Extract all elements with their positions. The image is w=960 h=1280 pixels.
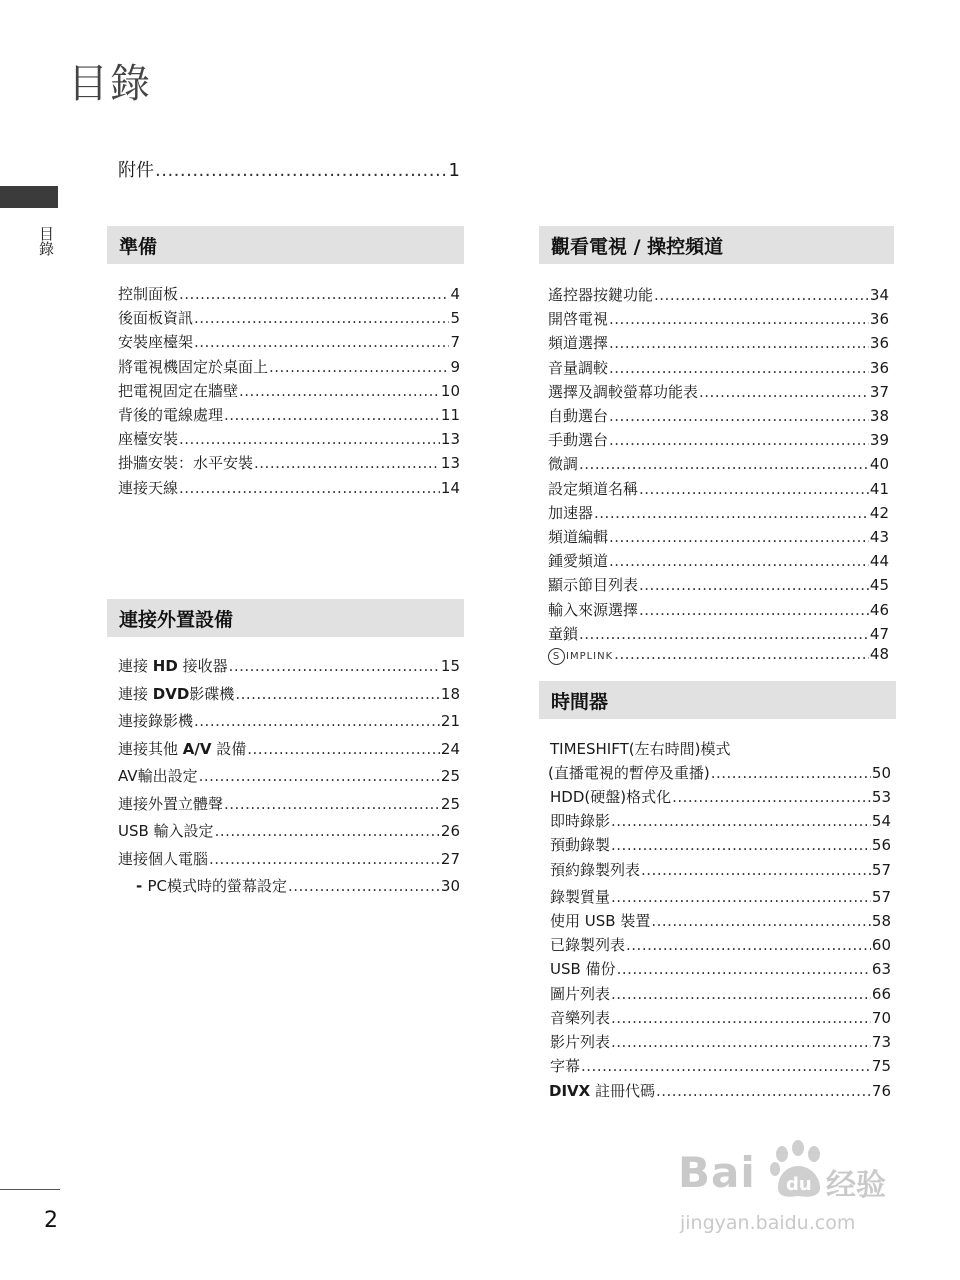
leader-dots	[155, 160, 448, 181]
toc-entry-page: 10	[440, 381, 460, 400]
toc-entry-watch[interactable]	[548, 599, 889, 620]
toc-entry-label-bold: DVD	[152, 684, 190, 703]
toc-entry-page: 57	[871, 887, 891, 906]
leader-dots	[617, 960, 871, 978]
leader-dots	[609, 334, 869, 352]
leader-dots	[269, 358, 449, 376]
leader-dots	[224, 406, 440, 424]
toc-entry-label: 影片列表	[550, 1033, 611, 1051]
leader-dots	[288, 877, 440, 895]
toc-entry-label: 預約錄製列表	[550, 860, 641, 879]
toc-entry-timer[interactable]	[550, 958, 891, 979]
toc-entry-page: 38	[869, 407, 889, 425]
toc-entry-watch[interactable]	[548, 453, 889, 474]
leader-dots	[239, 382, 440, 400]
toc-entry-page: 34	[869, 286, 889, 304]
toc-entry-external[interactable]	[118, 710, 460, 731]
leader-dots	[179, 430, 440, 448]
toc-entry-watch[interactable]	[548, 308, 889, 329]
section-header-external: 連接外置設備	[107, 599, 464, 637]
leader-dots	[224, 795, 440, 813]
toc-entry-page: 56	[871, 836, 891, 855]
toc-entry-label: 童鎖	[548, 624, 579, 643]
toc-entry-label: 錄製質量	[550, 887, 611, 906]
toc-entry-page: 66	[871, 984, 891, 1003]
toc-entry-label: 後面板資訊	[118, 309, 194, 328]
leader-dots	[611, 812, 871, 830]
side-tab-bar	[0, 186, 58, 208]
toc-entry-label: HDD(硬盤)格式化	[550, 788, 672, 806]
leader-dots	[711, 764, 871, 782]
toc-entry-label: 頻道選擇	[548, 334, 609, 353]
leader-dots	[641, 861, 871, 879]
toc-entry-label-prefix: 連接外置立體聲	[118, 794, 224, 813]
toc-entry-label: 連接天線	[118, 478, 179, 497]
toc-entry-timeshift-line1[interactable]: TIMESHIFT(左右時間)模式	[550, 740, 731, 758]
toc-entry-page: 25	[440, 794, 460, 813]
toc-entry-page: 75	[871, 1057, 891, 1076]
paw-icon	[764, 1136, 828, 1204]
toc-entry-prep[interactable]	[118, 428, 460, 449]
toc-entry-label: 將電視機固定於桌面上	[118, 357, 269, 376]
toc-entry-watch[interactable]	[548, 381, 889, 402]
toc-entry-label: 顯示節目列表	[548, 576, 639, 595]
leader-dots	[579, 625, 869, 643]
toc-entry-watch[interactable]	[548, 574, 889, 595]
leader-dots	[611, 836, 871, 854]
leader-dots	[639, 601, 869, 619]
toc-entry-label	[118, 655, 228, 676]
toc-entry-label: 已錄製列表	[550, 936, 626, 955]
toc-entry-page: 41	[869, 479, 889, 498]
toc-entry-page: 5	[450, 309, 460, 328]
toc-entry-label-suffix: 影碟機	[189, 684, 235, 703]
leader-dots	[609, 552, 869, 570]
toc-entry-watch[interactable]	[548, 526, 889, 547]
toc-entry-watch[interactable]	[548, 478, 889, 499]
side-tab-label: 目錄	[37, 226, 55, 256]
toc-entry-timer[interactable]	[550, 859, 891, 880]
toc-entry-label	[136, 875, 287, 896]
toc-entry-label: 輸入來源選擇	[548, 600, 639, 619]
section-header-prep: 準備	[107, 226, 464, 264]
simplink-logo-text: IMPLINK	[566, 651, 614, 662]
toc-entry-timer[interactable]	[550, 810, 891, 831]
toc-entry-label: 圖片列表	[550, 984, 611, 1003]
toc-entry-page: 25	[440, 767, 460, 785]
leader-dots	[609, 431, 869, 449]
toc-entry-label: USB 備份	[550, 960, 616, 979]
toc-entry-label: 開啓電視	[548, 310, 609, 329]
toc-entry-label: 使用 USB 裝置	[550, 912, 651, 930]
toc-entry-page: 53	[871, 788, 891, 806]
toc-entry-label: 掛牆安裝：水平安裝	[118, 454, 254, 473]
toc-entry-label: 控制面板	[118, 285, 179, 303]
toc-entry-label: 背後的電線處理	[118, 406, 224, 424]
toc-entry-page: 58	[871, 912, 891, 930]
toc-entry-timer[interactable]	[550, 983, 891, 1004]
toc-entry-label: 字幕	[550, 1057, 581, 1076]
leader-dots	[614, 645, 869, 663]
toc-entry-prep[interactable]	[118, 452, 460, 473]
toc-entry-label-prefix: USB 輸入設定	[118, 822, 214, 840]
leader-dots	[626, 936, 871, 954]
toc-entry-label	[549, 1080, 655, 1101]
toc-entry-label: 把電視固定在牆壁	[118, 381, 239, 400]
toc-entry-page: 11	[440, 406, 460, 424]
toc-entry-label-bold: A/V	[182, 739, 212, 758]
toc-entry-label: 加速器	[548, 503, 594, 522]
toc-entry-page: 37	[869, 382, 889, 401]
leader-dots	[179, 479, 440, 497]
toc-entry-prep[interactable]	[118, 380, 460, 401]
toc-entry-timer[interactable]	[550, 886, 891, 907]
toc-entry-label: 預動錄製	[550, 836, 611, 855]
toc-entry-label	[118, 820, 214, 841]
toc-entry-label: 音樂列表	[550, 1008, 611, 1027]
leader-dots	[609, 359, 869, 377]
toc-entry-page: 4	[450, 285, 460, 303]
page-number: 2	[44, 1208, 58, 1233]
section-header-timer: 時間器	[539, 681, 896, 719]
toc-entry-page: 30	[440, 877, 460, 895]
leader-dots	[581, 1057, 871, 1075]
leader-dots	[209, 850, 440, 868]
toc-entry-label: 頻道編輯	[548, 528, 609, 546]
toc-entry-label	[118, 738, 246, 759]
toc-entry-page: 73	[871, 1033, 891, 1051]
toc-entry-page: 40	[869, 455, 889, 474]
toc-entry-label: 即時錄影	[550, 812, 611, 831]
toc-entry-label-suffix: 設備	[211, 739, 247, 758]
toc-entry-page: 36	[869, 310, 889, 329]
toc-entry-page: 70	[871, 1008, 891, 1027]
leader-dots	[656, 1082, 871, 1100]
toc-entry-prep[interactable]	[118, 283, 460, 304]
toc-entry-page: 57	[871, 860, 891, 879]
toc-entry-label-prefix: 連接	[118, 657, 153, 675]
toc-entry-external[interactable]	[118, 848, 460, 869]
toc-entry-prep[interactable]	[118, 404, 460, 425]
leader-dots	[194, 712, 440, 730]
toc-entry-page: 9	[450, 357, 460, 376]
toc-entry-page: 43	[869, 528, 889, 546]
toc-entry-label: 設定頻道名稱	[548, 479, 639, 498]
leader-dots	[699, 383, 869, 401]
toc-entry-timer[interactable]	[550, 1007, 891, 1028]
leader-dots	[609, 310, 869, 328]
toc-entry-page: 45	[869, 576, 889, 595]
toc-entry-label	[118, 848, 208, 869]
toc-entry-label: (直播電視的暫停及重播)	[548, 764, 710, 782]
toc-entry-label: 選擇及調較螢幕功能表	[548, 382, 699, 401]
toc-entry-label: 遙控器按鍵功能	[548, 286, 654, 304]
toc-entry-label	[118, 793, 223, 814]
toc-entry-simplink[interactable]	[548, 645, 889, 665]
toc-entry-label-prefix: 連接錄影機	[118, 712, 194, 730]
baidu-watermark	[676, 1136, 906, 1246]
toc-entry-label-prefix: AV輸出設定	[118, 767, 198, 785]
divx-bold: DIVX	[549, 1082, 591, 1100]
toc-entry-label: 微調	[548, 455, 579, 474]
toc-entry-page: 36	[869, 358, 889, 377]
toc-entry-page: 44	[869, 552, 889, 571]
toc-entry-page: 54	[871, 812, 891, 831]
toc-entry-page: 76	[871, 1082, 891, 1100]
toc-entry-page: 14	[440, 478, 460, 497]
leader-dots	[247, 740, 440, 758]
toc-entry-timer[interactable]	[550, 834, 891, 855]
toc-entry-page: 26	[440, 822, 460, 840]
toc-entry-label-prefix: 連接其他	[118, 739, 183, 758]
toc-entry-label-suffix: 接收器	[177, 657, 228, 675]
toc-entry-prep[interactable]	[118, 356, 460, 377]
toc-entry-timer[interactable]	[550, 786, 891, 807]
toc-entry-label	[118, 765, 198, 786]
toc-entry-page: 13	[440, 430, 460, 449]
toc-entry-label-prefix: 連接	[118, 684, 153, 703]
toc-entry-external[interactable]	[118, 765, 460, 786]
watermark-paw-text: du	[786, 1174, 812, 1195]
toc-entry-external[interactable]	[118, 793, 460, 814]
toc-entry-watch[interactable]	[548, 502, 889, 523]
toc-entry-external[interactable]	[118, 738, 460, 759]
watermark-brand: Bai	[678, 1148, 756, 1197]
leader-dots	[579, 455, 869, 473]
leader-dots	[651, 912, 871, 930]
toc-entry-label: 自動選台	[548, 407, 609, 425]
toc-entry-page: 13	[440, 454, 460, 473]
toc-entry-external[interactable]	[118, 820, 460, 841]
leader-dots	[672, 788, 871, 806]
leader-dots	[611, 888, 871, 906]
toc-entry-label: 音量調較	[548, 358, 609, 377]
leader-dots	[609, 407, 869, 425]
leader-dots	[639, 480, 869, 498]
simplink-ring-icon: S	[548, 648, 565, 665]
toc-entry-prep[interactable]	[118, 331, 460, 352]
leader-dots	[199, 767, 440, 785]
simplink-logo	[548, 648, 613, 665]
toc-entry-external[interactable]	[118, 655, 460, 676]
toc-entry-label: 座檯安裝	[118, 430, 179, 449]
leader-dots	[611, 1009, 871, 1027]
toc-entry-page: 1	[448, 160, 460, 181]
leader-dots	[194, 333, 449, 351]
leader-dots	[594, 504, 869, 522]
toc-entry-page: 24	[440, 739, 460, 758]
toc-entry-external[interactable]	[118, 683, 460, 704]
toc-entry-page: 60	[871, 936, 891, 955]
toc-entry-external[interactable]	[136, 875, 460, 896]
toc-entry-timer[interactable]	[550, 1055, 891, 1076]
toc-entry-page: 39	[869, 431, 889, 450]
toc-entry-page: 42	[869, 503, 889, 522]
leader-dots	[611, 1033, 871, 1051]
toc-entry-timer[interactable]	[550, 1031, 891, 1052]
section-header-watch: 觀看電視 / 操控頻道	[539, 226, 894, 264]
toc-entry-label	[118, 710, 193, 731]
toc-entry-watch[interactable]	[548, 357, 889, 378]
divx-suffix: 註冊代碼	[590, 1082, 655, 1100]
leader-dots	[235, 685, 440, 703]
toc-entry-divx[interactable]	[549, 1080, 891, 1101]
toc-entry-prep[interactable]	[118, 307, 460, 328]
bottom-rule	[0, 1189, 60, 1190]
toc-entry-accessories[interactable]	[118, 156, 460, 182]
toc-entry-page: 50	[871, 764, 891, 782]
leader-dots	[194, 309, 449, 327]
toc-entry-prep[interactable]	[118, 477, 460, 498]
toc-entry-watch[interactable]	[548, 623, 889, 644]
toc-entry-page: 21	[440, 712, 460, 730]
toc-entry-label-suffix: PC模式時的螢幕設定	[147, 877, 287, 895]
toc-entry-page: 15	[440, 657, 460, 675]
toc-entry-label	[118, 683, 234, 704]
toc-entry-label-prefix: 連接個人電腦	[118, 849, 209, 868]
toc-entry-timer[interactable]	[550, 910, 891, 931]
leader-dots	[611, 985, 871, 1003]
toc-entry-page: 63	[871, 960, 891, 979]
leader-dots	[654, 286, 869, 304]
toc-entry-timer[interactable]	[550, 934, 891, 955]
leader-dots	[609, 528, 869, 546]
toc-entry-label: 鍾愛頻道	[548, 552, 609, 571]
toc-entry-page: 27	[440, 849, 460, 868]
watermark-url: jingyan.baidu.com	[680, 1212, 856, 1234]
toc-entry-watch[interactable]	[548, 405, 889, 426]
toc-entry-page: 7	[450, 333, 460, 352]
toc-entry-watch[interactable]	[548, 284, 889, 305]
toc-entry-page: 18	[440, 684, 460, 703]
toc-entry-watch[interactable]	[548, 332, 889, 353]
leader-dots	[215, 822, 440, 840]
page-title: 目錄	[68, 61, 152, 107]
leader-dots	[639, 576, 869, 594]
toc-entry-page: 46	[869, 600, 889, 619]
leader-dots	[179, 285, 449, 303]
toc-entry-page: 36	[869, 334, 889, 353]
toc-entry-watch[interactable]	[548, 550, 889, 571]
toc-entry-label-bold: HD	[152, 657, 178, 675]
toc-entry-label: 附件	[118, 160, 154, 181]
toc-entry-label-bold: -	[136, 877, 148, 895]
watermark-cn: 经验	[826, 1168, 886, 1203]
toc-entry-page: 48	[869, 645, 889, 663]
toc-entry-page: 47	[869, 624, 889, 643]
toc-entry-label: 手動選台	[548, 431, 609, 450]
toc-entry-label: 安裝座檯架	[118, 333, 194, 352]
toc-entry-watch[interactable]	[548, 429, 889, 450]
leader-dots	[229, 657, 440, 675]
leader-dots	[254, 454, 440, 472]
toc-entry-timeshift[interactable]	[548, 762, 891, 783]
